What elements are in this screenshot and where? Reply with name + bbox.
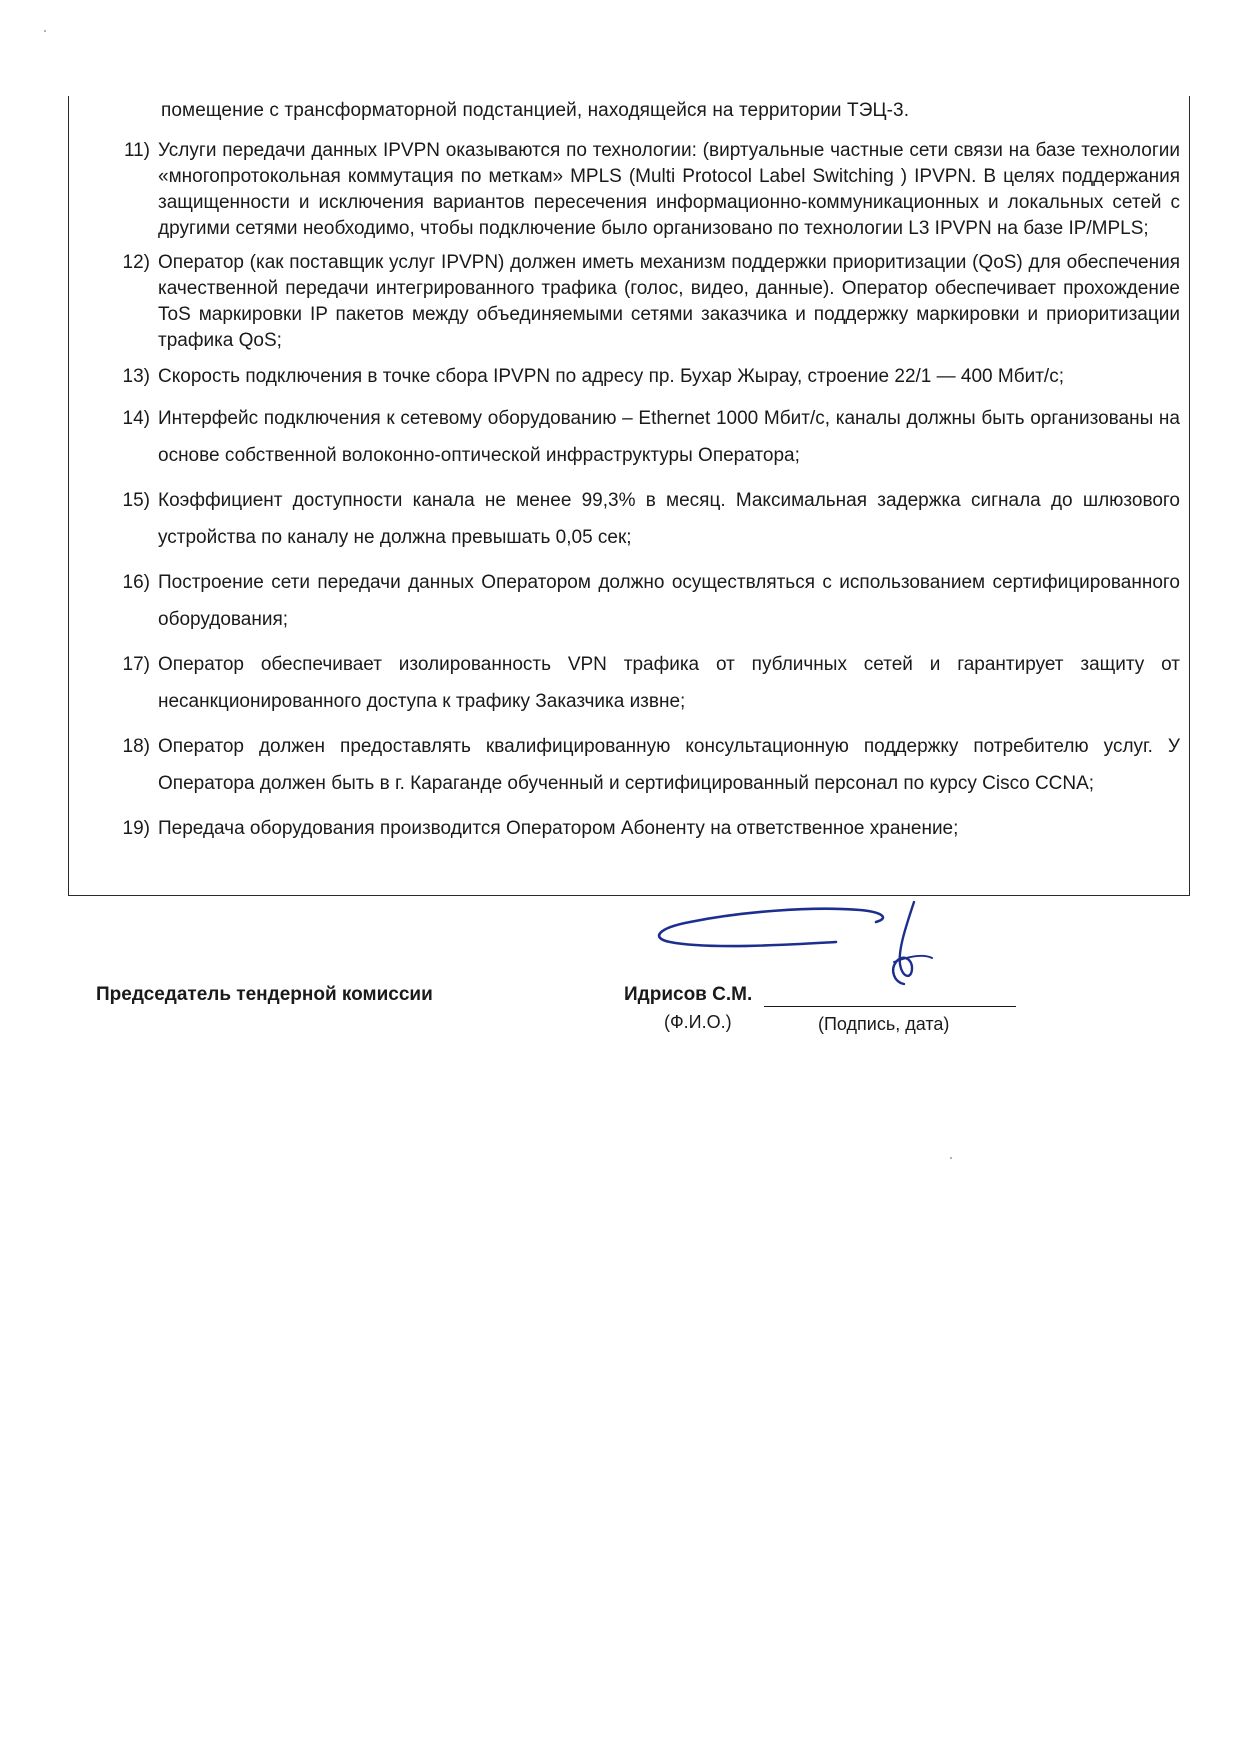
- item-text: Построение сети передачи данных Оператором должно осуществляться с использованием сертифицированного оборудования;: [158, 572, 1180, 630]
- scan-speck: [44, 30, 46, 32]
- chair-label: Председатель тендерной комиссии: [96, 984, 433, 1005]
- item-text: Скорость подключения в точке сбора IPVPN по адресу пр. Бухар Жырау, строение 22/1 — 400 Мбит/с;: [158, 366, 1064, 387]
- item-text: Услуги передачи данных IPVPN оказываются по технологии: (виртуальные частные сети связи на базе технологии «многопротокольная коммутация по меткам» MPLS (Multi Protocol Label Switching ) IPVPN. В целях поддержания защищенности и исключения вариантов пересечения информационно-коммуникационных и локальных сетей с другими сетями необходимо, чтобы подключение было организовано по технологии L3 IPVPN на базе IP/MPLS;: [158, 140, 1180, 239]
- item-number: 16): [122, 572, 150, 593]
- list-item: [108, 400, 1180, 474]
- item-text: Интерфейс подключения к сетевому оборудованию – Ethernet 1000 Мбит/с, каналы должны быть организованы на основе собственной волоконно-оптической инфраструктуры Оператора;: [158, 408, 1180, 466]
- sign-date-caption: (Подпись, дата): [818, 1014, 950, 1034]
- list-item: [108, 564, 1180, 638]
- signer-name: Идрисов С.М.: [624, 984, 753, 1005]
- item-number: 13): [122, 366, 150, 387]
- list-item: [108, 138, 1180, 242]
- signature-block: [96, 984, 1096, 1044]
- item-text: Передача оборудования производится Оператором Абоненту на ответственное хранение;: [158, 818, 959, 839]
- item-number: 18): [122, 736, 150, 757]
- item-text: Коэффициент доступности канала не менее 99,3% в месяц. Максимальная задержка сигнала до шлюзового устройства по каналу не должна превышать 0,05 сек;: [158, 490, 1180, 548]
- item-number: 15): [122, 490, 150, 511]
- item-number: 12): [122, 252, 150, 273]
- signature-line: [764, 1006, 1016, 1007]
- item-number: 11): [123, 140, 150, 161]
- fio-caption: (Ф.И.О.): [664, 1012, 732, 1032]
- item-text: Оператор должен предоставлять квалифицированную консультационную поддержку потребителю услуг. У Оператора должен быть в г. Караганде обученный и сертифицированный персонал по курсу Cisco CCNA;: [158, 736, 1180, 794]
- intro-line: помещение с трансформаторной подстанцией, находящейся на территории ТЭЦ-3.: [161, 100, 910, 121]
- item-number: 14): [122, 408, 150, 429]
- item-number: 19): [122, 818, 150, 839]
- list-item: [108, 362, 1180, 392]
- list-item: [108, 646, 1180, 720]
- list-item: [108, 250, 1180, 354]
- scan-speck: [950, 1157, 952, 1159]
- item-number: 17): [122, 654, 150, 675]
- list-item: [108, 810, 1180, 847]
- item-text: Оператор обеспечивает изолированность VPN трафика от публичных сетей и гарантирует защиту от несанкционированного доступа к трафику Заказчика извне;: [158, 654, 1180, 712]
- requirements-list: [108, 138, 1180, 855]
- list-item: [108, 728, 1180, 802]
- list-item: [108, 482, 1180, 556]
- item-text: Оператор (как поставщик услуг IPVPN) должен иметь механизм поддержки приоритизации (QoS) для обеспечения качественной передачи интегрированного трафика (голос, видео, данные). Оператор обеспечивает прохождение ToS маркировки IP пакетов между объединяемыми сетями заказчика и поддержку маркировки и приоритизации трафика QoS;: [158, 252, 1180, 351]
